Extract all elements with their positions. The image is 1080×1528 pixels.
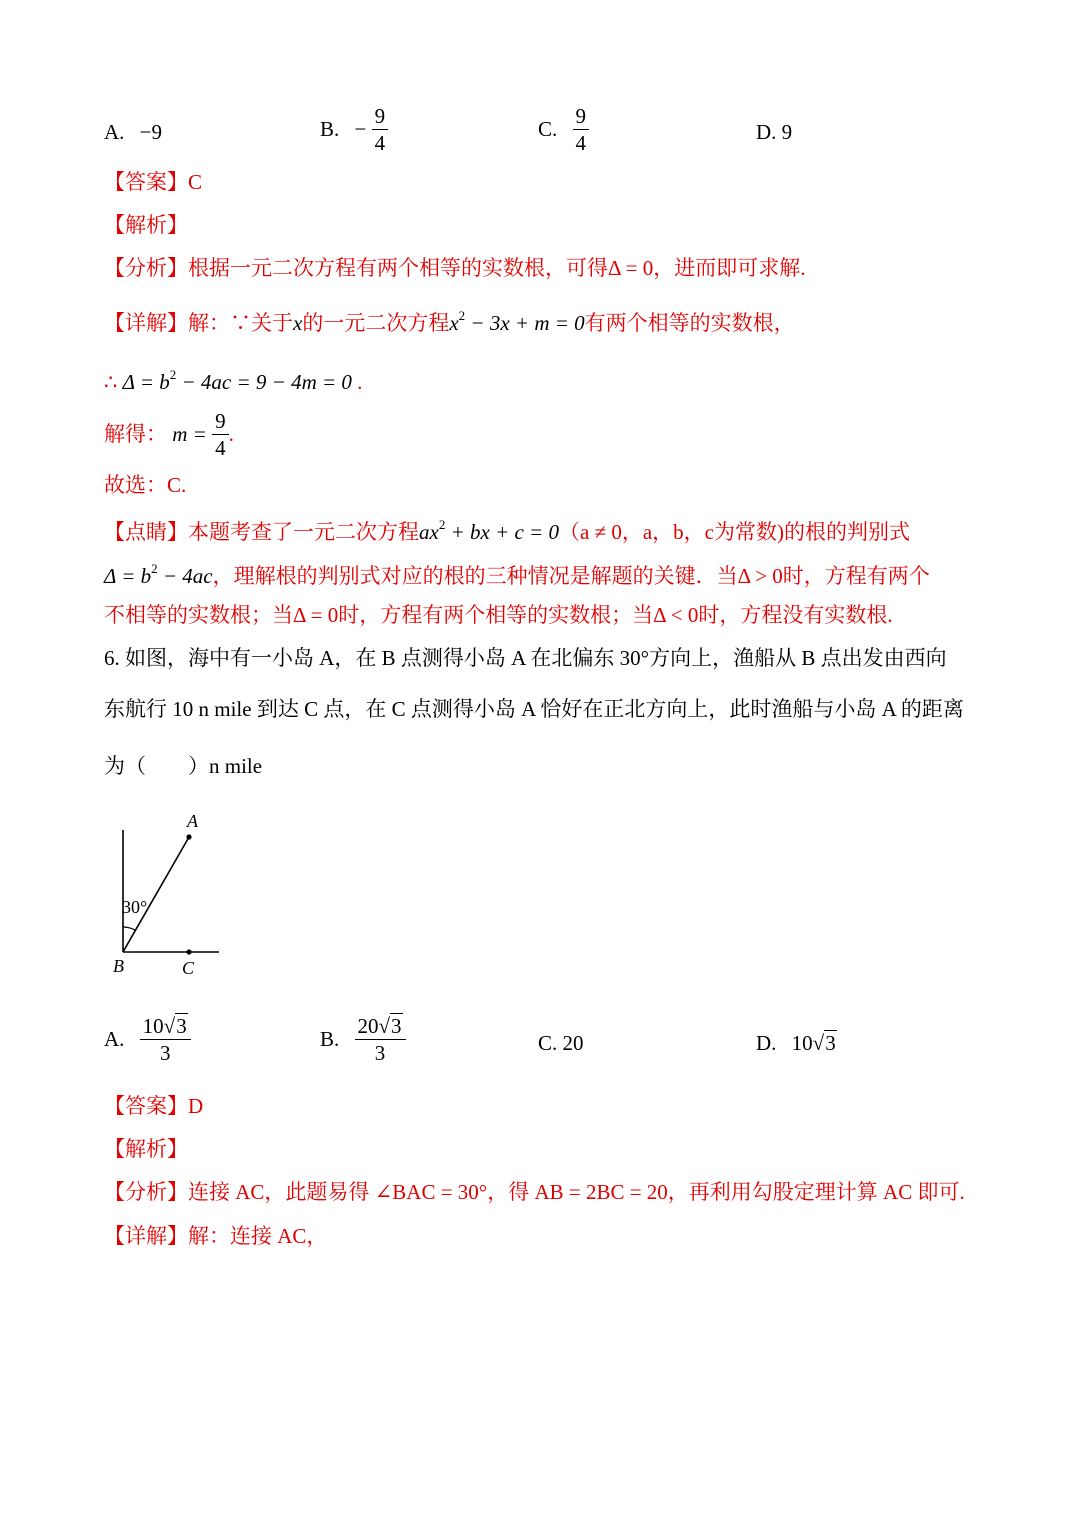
answer-value: C [188, 170, 203, 194]
numerator: 20√3 [355, 1015, 406, 1040]
comment-condition: （a ≠ 0，a，b，c为常数)的根的判别式 [558, 520, 910, 544]
q5-analysis [104, 258, 805, 279]
comment-text: ，理解根的判别式对应的根的三种情况是解题的关键．当Δ > 0时，方程有两个 [212, 564, 930, 588]
detail-text: 解：连接 AC， [188, 1224, 328, 1248]
exponent: 2 [438, 517, 446, 532]
radicand: 3 [391, 1014, 402, 1038]
coefficient: 10 [142, 1014, 164, 1038]
q5-jiexi: 【解析】 [104, 213, 188, 237]
q6-line3: 为（ ）n mile [104, 754, 263, 778]
option-sign: − [354, 117, 367, 142]
exponent: 2 [169, 367, 177, 382]
coefficient: 20 [357, 1014, 379, 1038]
label-a: A [187, 811, 198, 831]
angle-arc [123, 927, 136, 930]
radicand: 3 [176, 1014, 187, 1038]
analysis-expr: Δ = 0 [608, 256, 654, 280]
detail-tag: 【详解】 [104, 1224, 188, 1248]
period: . [228, 422, 234, 447]
detail-text: 的一元二次方程 [302, 311, 450, 335]
equation [419, 517, 559, 544]
answer-tag: 【答案】 [104, 1094, 188, 1118]
detail-text-end: 有两个相等的实数根， [584, 311, 795, 335]
q6-answer [104, 1096, 203, 1117]
denominator: 3 [374, 1041, 386, 1066]
denominator: 4 [215, 436, 226, 461]
option-value: 10√3 [791, 1031, 836, 1055]
denominator: 4 [575, 131, 587, 156]
q5-comment-line1 [104, 518, 910, 543]
q5-option-c [538, 105, 589, 154]
option-label: B. [320, 1027, 340, 1052]
option-label: D. [756, 120, 777, 144]
q6-line2: 东航行 10 n mile 到达 C 点，在 C 点测得小岛 A 恰好在正北方向上，此时渔船与小岛 A 的距离 [104, 697, 964, 721]
q6-line1: 6. 如图，海中有一小岛 A，在 B 点测得小岛 A 在北偏东 30°方向上，渔船从 B 点出发由西向 [104, 646, 947, 670]
equation-rest: + bx + c = 0 [445, 520, 559, 544]
q5-choose: 故选：C. [104, 473, 187, 497]
q6-option-b [320, 1015, 406, 1064]
point-c [186, 949, 191, 954]
q5-comment-line2 [104, 562, 930, 587]
option-label: C. [538, 117, 558, 142]
option-value: 9 [781, 120, 793, 144]
delta-lhs: Δ = b [122, 370, 170, 394]
analysis-text: 根据一元二次方程有两个相等的实数根，可得 [188, 256, 608, 280]
numerator: 9 [573, 105, 590, 130]
q5-solve [104, 410, 234, 459]
delta-rhs: − 4ac = 9 − 4m = 0 [176, 370, 352, 394]
option-label: D. [756, 1031, 777, 1055]
line-ba [123, 837, 189, 952]
therefore-symbol: ∴ [104, 370, 118, 394]
q6-detail [104, 1226, 327, 1247]
answer-tag: 【答案】 [104, 170, 188, 194]
equation-term: x [449, 311, 459, 335]
option-label: A. [104, 1027, 125, 1052]
q6-option-a [104, 1015, 191, 1064]
analysis-tag: 【分析】 [104, 1180, 188, 1204]
point-a [186, 834, 191, 839]
q6-option-c [538, 1031, 584, 1056]
q5-option-d [756, 120, 792, 145]
fraction [573, 105, 590, 154]
exponent: 2 [151, 561, 158, 576]
answer-value: D [188, 1094, 204, 1118]
q5-detail [104, 309, 795, 334]
equation [449, 308, 585, 335]
equation-term: ax [419, 520, 439, 544]
radicand: 3 [825, 1031, 836, 1055]
detail-text: 解：∵关于 [188, 311, 293, 335]
numerator: 10√3 [140, 1015, 191, 1040]
comment-text: 本题考查了一元二次方程 [188, 520, 419, 544]
exponent: 2 [458, 308, 466, 323]
q5-comment-line3: 不相等的实数根；当Δ = 0时，方程有两个相等的实数根；当Δ < 0时，方程没有实数根. [104, 603, 893, 627]
q6-analysis [104, 1182, 965, 1203]
option-label: A. [104, 120, 125, 144]
q5-answer [104, 172, 202, 193]
option-value: 20 [562, 1031, 584, 1055]
solve-text: 解得： [104, 422, 167, 447]
denominator: 4 [374, 131, 386, 156]
equation-rest: − 3x + m = 0 [465, 311, 585, 335]
fraction [212, 410, 229, 459]
label-c: C [182, 958, 195, 978]
denominator: 3 [159, 1041, 171, 1066]
q5-delta [104, 368, 362, 393]
analysis-text-end: ，进而即可求解. [653, 256, 806, 280]
analysis-tag: 【分析】 [104, 256, 188, 280]
variable-x: x [293, 311, 303, 335]
fraction [372, 105, 389, 154]
numerator: 9 [212, 410, 229, 435]
solve-lhs: m = [172, 422, 207, 447]
period: . [357, 370, 363, 394]
delta-formula [104, 561, 213, 588]
coefficient: 10 [791, 1031, 813, 1055]
fraction [355, 1015, 406, 1064]
numerator: 9 [372, 105, 389, 130]
q5-option-a [104, 120, 162, 145]
detail-tag: 【详解】 [104, 311, 188, 335]
label-b: B [113, 956, 124, 976]
q6-jiexi: 【解析】 [104, 1137, 188, 1161]
q6-option-d [756, 1031, 837, 1056]
fraction [140, 1015, 191, 1064]
option-label: C. [538, 1031, 558, 1055]
delta-lhs: Δ = b [104, 564, 152, 588]
angle-label: 30° [122, 897, 148, 917]
q5-option-b [320, 105, 388, 154]
option-value: −9 [139, 120, 163, 144]
delta-rhs: − 4ac [157, 564, 213, 588]
option-label: B. [320, 117, 340, 142]
comment-tag: 【点睛】 [104, 520, 188, 544]
analysis-text: 连接 AC，此题易得 ∠BAC = 30°，得 AB = 2BC = 20，再利用勾股定理计算 AC 即可. [188, 1180, 965, 1204]
geometry-diagram [104, 805, 234, 985]
